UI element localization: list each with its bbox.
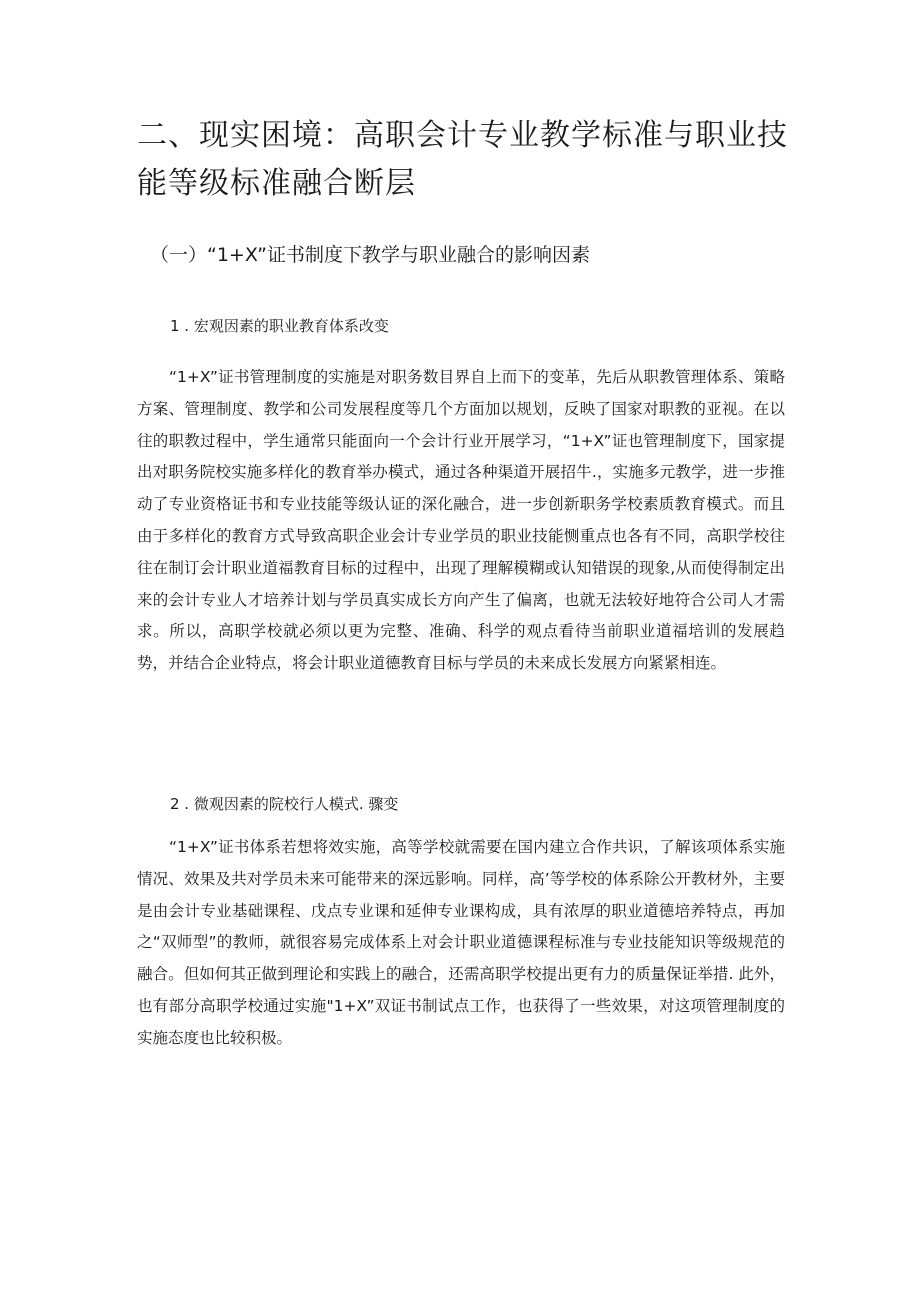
subsection-heading-2: 2 . 微观因素的院校行人模式. 骤变 bbox=[170, 795, 399, 813]
subsection-heading-1: 1 . 宏观因素的职业教育体系改变 bbox=[170, 317, 389, 335]
paragraph-1: “1+X”证书管理制度的实施是对职务数目界自上而下的变革，先后从职教管理体系、策略方案、管理制度、教学和公司发展程度等几个方面加以规划，反映了国家对职教的亚视。在以往的职教过程中，学生通常只能面向一个会计行业开展学习，“1+X”证也管理制度下，国家提出对职务院校实施多样化的教育举办模式，通过各种渠道开展招牛.，实施多元教学，进一步推动了专业资格证书和专业技能等级认证的深化融合，进一步创新职务学校素质教育模式。而且由于多样化的教育方式导致高职企业会计专业学员的职业技能恻重点也各有不同，高职学校往往在制订会计职业道福教育目标的过程中，出现了理解模糊或认知错误的现象,从而使得制定出来的会计专业人才培养计划与学员真实成长方向产生了偏离，也就无法较好地符合公司人才需求。所以，高职学校就必须以更为完整、准确、科学的观点看待当前职业道福培训的发展趋势，并结合企业特点，将会计职业道德教育目标与学员的未来成长发展方向紧紧相连。 bbox=[137, 368, 785, 673]
section-heading: （一）“1+X”证书制度下教学与职业融合的影响因素 bbox=[150, 244, 590, 266]
page-title: 二、现实困境：高职会计专业教学标准与职业技能等级标准融合断层 bbox=[137, 118, 788, 201]
paragraph-2: “1+X”证书体系若想将效实施，高等学校就需要在国内建立合作共识，了解该项体系实施情况、效果及共对学员未来可能带来的深远影响。同样，高’等学校的体系除公开教材外，主要是由会计专业基础课程、戊点专业课和延伸专业课构成，具有浓厚的职业道德培养特点，再加之“双师型”的教师，就很容易完成体系上对会计职业道德课程标准与专业技能知识等级规范的融合。但如何其正做到理论和实践上的融合，还需高职学校提出更有力的质量保证举措. 此外，也有部分高职学校通过实施"1+X”双证书制试点工作，也获得了一些效果，对这项管理制度的实施态度也比较积极。 bbox=[137, 838, 785, 1047]
